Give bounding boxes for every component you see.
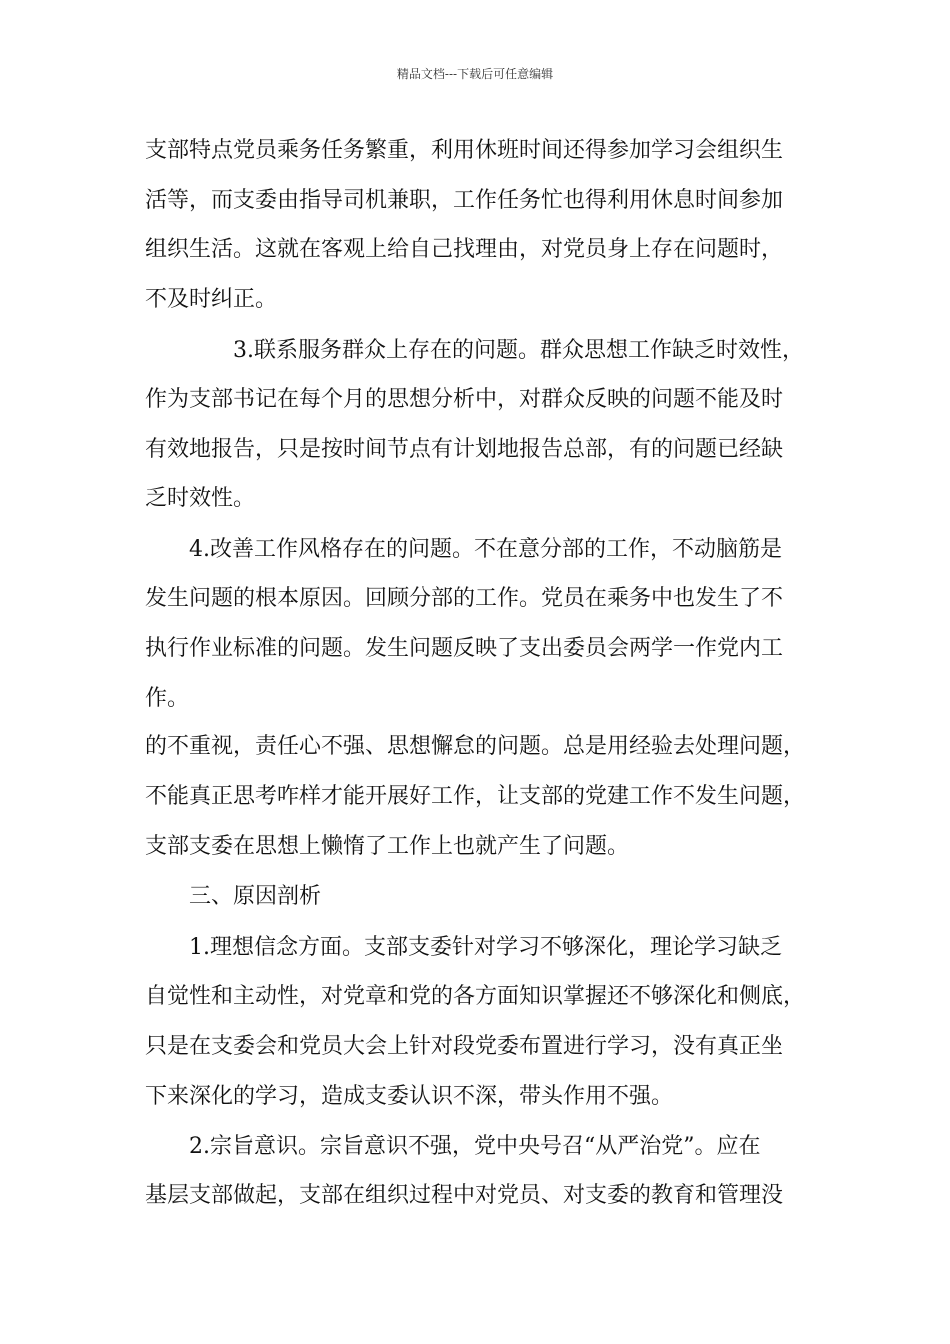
- paragraph-start: 1.理想信念方面。支部支委针对学习不够深化，理论学习缺乏: [189, 935, 782, 960]
- text-line: 不能真正思考咋样才能开展好工作，让支部的党建工作不发生问题，: [145, 784, 806, 809]
- text-line: 基层支部做起，支部在组织过程中对党员、对支委的教育和管理没: [145, 1183, 784, 1208]
- text-line: 乏时效性。: [145, 486, 256, 511]
- text-line: 活等，而支委由指导司机兼职，工作任务忙也得利用休息时间参加: [145, 188, 784, 213]
- text-line: 有效地报告，只是按时间节点有计划地报告总部，有的问题已经缺: [145, 437, 784, 462]
- text-line: 发生问题的根本原因。回顾分部的工作。党员在乘务中也发生了不: [145, 586, 784, 611]
- paragraph-4-start: 4.改善工作风格存在的问题。不在意分部的工作，不动脑筋是: [189, 537, 782, 562]
- paragraph-start: 2.宗旨意识。宗旨意识不强，党中央号召“从严治党”。应在: [189, 1134, 761, 1159]
- text-line: 作。: [145, 686, 190, 711]
- text-line: 作为支部书记在每个月的思想分析中，对群众反映的问题不能及时: [145, 387, 784, 412]
- text-line: 组织生活。这就在客观上给自己找理由，对党员身上存在问题时，: [145, 237, 784, 262]
- section-heading: 三、原因剖析: [189, 884, 322, 909]
- text-line: 的不重视，责任心不强、思想懈怠的问题。总是用经验去处理问题，: [145, 734, 806, 759]
- paragraph-3-start: 3.联系服务群众上存在的问题。群众思想工作缺乏时效性，: [233, 338, 804, 363]
- text-line: 执行作业标准的问题。发生问题反映了支出委员会两学一作党内工: [145, 636, 784, 661]
- text-line: 支部特点党员乘务任务繁重，利用休班时间还得参加学习会组织生: [145, 138, 784, 163]
- text-line: 自觉性和主动性，对党章和党的各方面知识掌握还不够深化和侧底，: [145, 984, 806, 1009]
- text-line: 不及时纠正。: [145, 287, 278, 312]
- text-line: 下来深化的学习，造成支委认识不深，带头作用不强。: [145, 1084, 674, 1109]
- page-header: 精品文档---下载后可任意编辑: [396, 67, 554, 81]
- text-line: 只是在支委会和党员大会上针对段党委布置进行学习，没有真正坐: [145, 1034, 784, 1059]
- text-line: 支部支委在思想上懒惰了工作上也就产生了问题。: [145, 834, 630, 859]
